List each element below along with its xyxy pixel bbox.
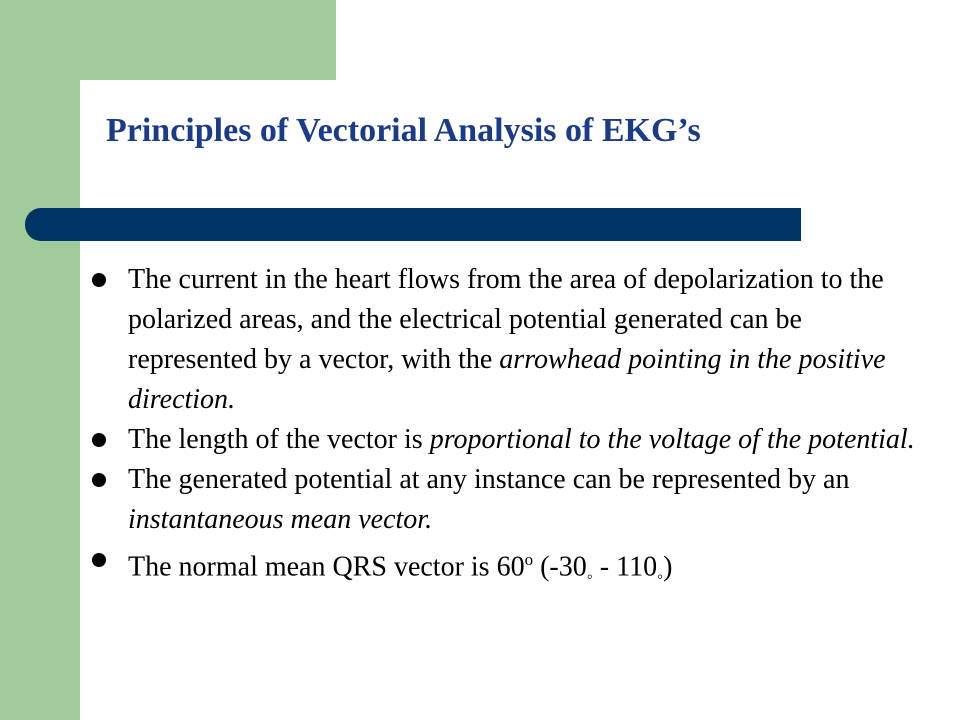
bullet-text: (-30 (533, 551, 587, 583)
left-green-strip (0, 0, 80, 720)
bullet-text: The normal mean QRS vector is 60 (128, 551, 525, 583)
bullet-text: . (425, 504, 433, 535)
bullet-item (92, 460, 932, 540)
degree-superscript: o (524, 550, 534, 569)
bullet-dot-icon (92, 273, 106, 287)
bullet-text: ) (663, 551, 673, 583)
bullet-text: - 110 (592, 551, 658, 583)
bullet-text: The length of the vector is (128, 424, 430, 455)
slide-title: Principles of Vectorial Analysis of EKG’s (106, 112, 701, 149)
bullet-emphasis: instantaneous mean vector (128, 504, 426, 535)
bullet-emphasis: proportional to the voltage of the potential (429, 424, 908, 455)
degree-subscript: ◦ (657, 566, 664, 586)
bullet-dot-icon (92, 433, 106, 447)
bullet-list (92, 260, 932, 597)
title-underline-bar (25, 208, 801, 241)
bullet-text: . (907, 424, 915, 455)
bullet-dot-icon (92, 553, 106, 567)
bullet-item (92, 260, 932, 420)
bullet-item (92, 540, 932, 597)
bullet-emphasis: arrowhead pointing in the positive direction (128, 344, 886, 415)
bullet-item (92, 420, 932, 460)
bullet-text: The generated potential at any instance can be represented by an (128, 464, 850, 495)
bullet-text: The current in the heart flows from the area of depolarization to the polarized areas, and the electrical potential generated can be represented by a vector, with the (128, 264, 884, 375)
bullet-text: . (228, 384, 236, 415)
top-green-tab (80, 0, 336, 80)
degree-subscript: ◦ (586, 566, 593, 586)
bullet-dot-icon (92, 473, 106, 487)
